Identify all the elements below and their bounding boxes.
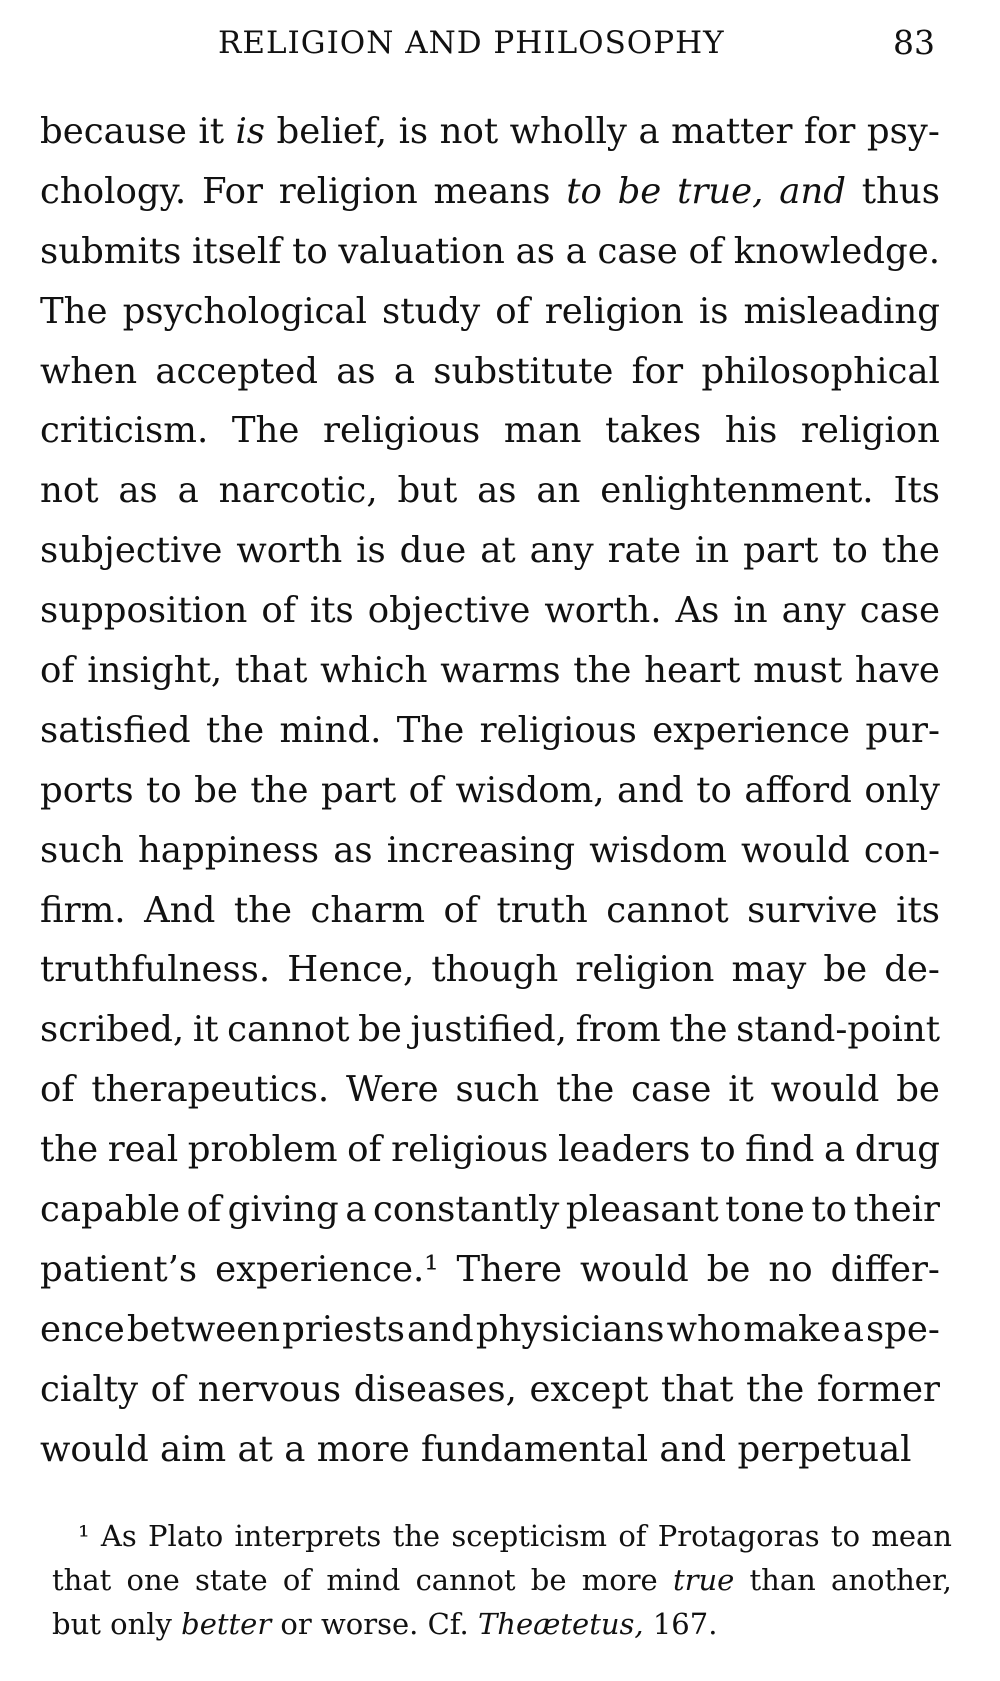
word: religious (391, 1129, 549, 1171)
text-line (40, 102, 940, 162)
text-line (40, 1000, 940, 1060)
word: as (477, 470, 517, 512)
word: would (741, 829, 850, 871)
word: be (358, 1009, 402, 1051)
word: in (733, 590, 768, 632)
word: religion (544, 290, 684, 332)
word: cialty (40, 1368, 139, 1410)
word: it (198, 111, 224, 152)
footnote-line (52, 1514, 952, 1558)
word: part (743, 530, 819, 572)
word: patient’s (40, 1248, 198, 1290)
word: valuation (338, 230, 505, 272)
word: scribed, (40, 1009, 185, 1051)
word: wisdom, (455, 769, 605, 811)
text-line (40, 821, 940, 881)
word: to (699, 1129, 736, 1171)
word: priests (282, 1308, 405, 1350)
word: truth (496, 889, 588, 931)
word: may (731, 949, 807, 991)
word: Were (346, 1069, 439, 1111)
word: ¹ (78, 1519, 90, 1553)
text-line (40, 1300, 940, 1360)
word: Protagoras (657, 1519, 820, 1553)
word: to (830, 1519, 861, 1553)
word: spe- (865, 1308, 940, 1350)
word: is (398, 111, 429, 152)
word: be (194, 769, 238, 811)
word: between (126, 1308, 281, 1350)
word: only (864, 769, 940, 811)
word: a (565, 230, 587, 272)
word: as (333, 829, 373, 871)
word: substitute (433, 350, 614, 392)
word: it (728, 1069, 754, 1111)
word: 167. (652, 1607, 718, 1641)
text-line (40, 1120, 940, 1180)
word: aim (160, 1428, 227, 1470)
word: true, (677, 170, 764, 212)
word: former (816, 1368, 940, 1410)
word: the (573, 650, 632, 692)
word: though (431, 949, 559, 991)
word: heart (644, 650, 741, 692)
word: philosophical (701, 350, 940, 392)
running-head (0, 18, 1000, 68)
word: supposition (40, 590, 248, 632)
word: diseases, (353, 1368, 517, 1410)
word: because (40, 111, 187, 152)
word: make (743, 1308, 841, 1350)
word: of (261, 590, 296, 632)
word: pleasant (565, 1189, 719, 1231)
word: of (408, 769, 444, 811)
text-line (40, 461, 940, 521)
text-line (40, 162, 940, 222)
word: religion (800, 410, 940, 452)
word: the (392, 1519, 441, 1553)
word: pur- (865, 709, 940, 751)
word: drug (854, 1129, 940, 1171)
word: and (407, 1308, 474, 1350)
word: true (672, 1563, 735, 1597)
word: Theætetus, (477, 1607, 644, 1641)
word: more (316, 1428, 410, 1470)
text-line (40, 761, 940, 821)
word: cannot (415, 1563, 516, 1597)
word: when (40, 350, 138, 392)
text-line (40, 1360, 940, 1420)
word: religious (322, 410, 481, 452)
word: warms (440, 650, 561, 692)
word: a (284, 1428, 306, 1470)
word: worth. (544, 590, 662, 632)
word: in (694, 530, 730, 572)
word: a (177, 470, 199, 512)
word: of (40, 1069, 75, 1111)
word: constantly (373, 1189, 560, 1231)
text-line (40, 401, 940, 461)
word: have (854, 650, 940, 692)
word: would (40, 1428, 149, 1470)
word: The (40, 290, 108, 332)
word: would (770, 1069, 880, 1111)
word: as (336, 350, 376, 392)
word: who (666, 1308, 742, 1350)
word: be (706, 1248, 751, 1290)
word: misleading (743, 290, 940, 332)
word: is (356, 530, 386, 572)
text-line (40, 701, 940, 761)
word: that (660, 1368, 734, 1410)
word: a (823, 1129, 846, 1171)
word: rate (607, 530, 682, 572)
word: such (455, 1069, 540, 1111)
word: be (896, 1069, 940, 1111)
word: one (126, 1563, 180, 1597)
word: thus (861, 170, 940, 212)
word: mind (326, 1563, 401, 1597)
word: The (231, 410, 300, 452)
running-title: RELIGION AND PHILOSOPHY (218, 25, 725, 61)
word: survive (747, 889, 878, 931)
text-line (40, 222, 940, 282)
word: of (347, 1129, 382, 1171)
text-line (40, 1240, 940, 1300)
word: worse. (320, 1607, 419, 1641)
word: his (724, 410, 778, 452)
word: or (280, 1607, 312, 1641)
word: a (842, 1308, 864, 1350)
text-line (40, 940, 940, 1000)
word: de- (884, 949, 940, 991)
word: than (749, 1563, 816, 1597)
word: criticism. (40, 410, 209, 452)
word: religion (278, 170, 418, 212)
word: part (320, 769, 397, 811)
word: of (618, 1519, 647, 1553)
footnotes (52, 1514, 952, 1646)
word: but (52, 1607, 101, 1641)
word: an (536, 470, 581, 512)
word: at (237, 1428, 273, 1470)
word: due (399, 530, 467, 572)
word: tone (725, 1189, 805, 1231)
word: of (150, 1368, 186, 1410)
word: experience (652, 709, 851, 751)
word: takes (605, 410, 702, 452)
word: real (107, 1129, 179, 1171)
word: for (631, 350, 684, 392)
word: their (853, 1189, 940, 1231)
word: leaders (557, 1129, 691, 1171)
footnote-line (52, 1602, 952, 1646)
word: and (659, 1428, 727, 1470)
text-line (40, 641, 940, 701)
word: For (201, 170, 263, 212)
word: better (181, 1607, 272, 1641)
word: justified, (410, 1009, 567, 1051)
word: the (40, 1129, 99, 1171)
word: and (617, 769, 684, 811)
text-line (40, 1060, 940, 1120)
word: problem (187, 1129, 338, 1171)
word: truthfulness. (40, 949, 271, 991)
word: the (669, 1009, 728, 1051)
word: Hence, (287, 949, 415, 991)
word: narcotic, (218, 470, 378, 512)
word: it (192, 1009, 219, 1051)
word: stand-point (736, 1009, 940, 1051)
word: to (811, 1189, 847, 1231)
word: except (529, 1368, 649, 1410)
word: as (515, 230, 555, 272)
word: Its (893, 470, 940, 512)
word: afford (744, 769, 852, 811)
word: case (597, 230, 678, 272)
word: to (292, 230, 328, 272)
word: submits (40, 230, 182, 272)
word: as (118, 470, 158, 512)
word: Plato (148, 1519, 224, 1553)
word: and (779, 170, 846, 212)
word: a (345, 1189, 367, 1231)
word: find (745, 1129, 815, 1171)
footnote-line (52, 1558, 952, 1602)
text-line (40, 881, 940, 941)
word: accepted (155, 350, 319, 392)
text-line (40, 1420, 940, 1480)
word: of (688, 230, 724, 272)
word: for (803, 111, 856, 152)
word: charm (310, 889, 425, 931)
word: not (439, 111, 499, 152)
word: increasing (386, 829, 576, 871)
word: the (556, 1069, 615, 1111)
word: psy- (866, 111, 940, 152)
word: objective (367, 590, 531, 632)
word: religion (575, 949, 715, 991)
text-line (40, 521, 940, 581)
word: the (205, 709, 265, 751)
word: from (575, 1009, 661, 1051)
word: to (146, 769, 182, 811)
word: ence (40, 1308, 125, 1350)
word: its (896, 889, 940, 931)
word: be (823, 949, 868, 991)
word: con- (863, 829, 940, 871)
word: matter (671, 111, 793, 152)
word: satisfied (40, 709, 191, 751)
word: would (580, 1248, 689, 1290)
word: happiness (137, 829, 320, 871)
word: the (746, 1368, 805, 1410)
word: wholly (509, 111, 627, 152)
word: any (781, 590, 846, 632)
word: any (529, 530, 594, 572)
word: knowledge. (733, 230, 940, 272)
word: mind. (279, 709, 382, 751)
word: study (382, 290, 481, 332)
word: is (235, 111, 266, 152)
word: must (753, 650, 843, 692)
word: insight, (87, 650, 223, 692)
word: more (581, 1563, 658, 1597)
word: And (144, 889, 216, 931)
word: ports (40, 769, 134, 811)
word: giving (227, 1189, 339, 1231)
word: therapeutics. (91, 1069, 330, 1111)
word: physicians (475, 1308, 665, 1350)
word: As (675, 590, 720, 632)
word: religious (479, 709, 637, 751)
page-number: 83 (893, 23, 935, 62)
word: at (480, 530, 516, 572)
word: case (631, 1069, 712, 1111)
word: such (40, 829, 124, 871)
word: As (100, 1519, 137, 1553)
word: its (309, 590, 354, 632)
word: another, (831, 1563, 952, 1597)
word: of (186, 1189, 222, 1231)
word: scepticism (451, 1519, 608, 1553)
word: of (40, 650, 75, 692)
word: to (566, 170, 602, 212)
word: enlightenment. (600, 470, 874, 512)
word: not (40, 470, 99, 512)
text-line (40, 581, 940, 641)
word: worth (236, 530, 343, 572)
word: The (396, 709, 465, 751)
word: subjective (40, 530, 223, 572)
body-text (40, 102, 940, 1479)
word: firm. (40, 889, 126, 931)
text-line (40, 282, 940, 342)
word: but (397, 470, 458, 512)
word: belief, (276, 111, 388, 152)
word: wisdom (589, 829, 727, 871)
word: be (530, 1563, 567, 1597)
word: only (110, 1607, 172, 1641)
word: to (696, 769, 732, 811)
word: of (282, 1563, 312, 1597)
word: cannot (227, 1009, 350, 1051)
word: that (234, 650, 308, 692)
word: the (233, 889, 292, 931)
word: nervous (197, 1368, 342, 1410)
word: that (52, 1563, 112, 1597)
word: state (195, 1563, 268, 1597)
word: of (443, 889, 478, 931)
word: capable (40, 1189, 181, 1231)
word: cannot (606, 889, 729, 931)
word: itself (192, 230, 282, 272)
word: perpetual (737, 1428, 912, 1470)
word: a (393, 350, 416, 392)
word: mean (871, 1519, 952, 1553)
word: experience.¹ (215, 1248, 439, 1290)
word: chology. (40, 170, 187, 212)
word: the (881, 530, 940, 572)
word: differ- (830, 1248, 940, 1290)
word: which (320, 650, 428, 692)
word: a (638, 111, 660, 152)
word: interprets (234, 1519, 382, 1553)
word: no (768, 1248, 813, 1290)
word: fundamental (421, 1428, 649, 1470)
word: psychological (122, 290, 367, 332)
word: case (859, 590, 940, 632)
text-line (40, 342, 940, 402)
text-line (40, 1180, 940, 1240)
word: of (495, 290, 530, 332)
word: be (617, 170, 662, 212)
word: There (456, 1248, 563, 1290)
word: Cf. (427, 1607, 469, 1641)
word: to (832, 530, 868, 572)
word: the (250, 769, 309, 811)
word: man (503, 410, 582, 452)
word: is (698, 290, 729, 332)
word: means (433, 170, 551, 212)
